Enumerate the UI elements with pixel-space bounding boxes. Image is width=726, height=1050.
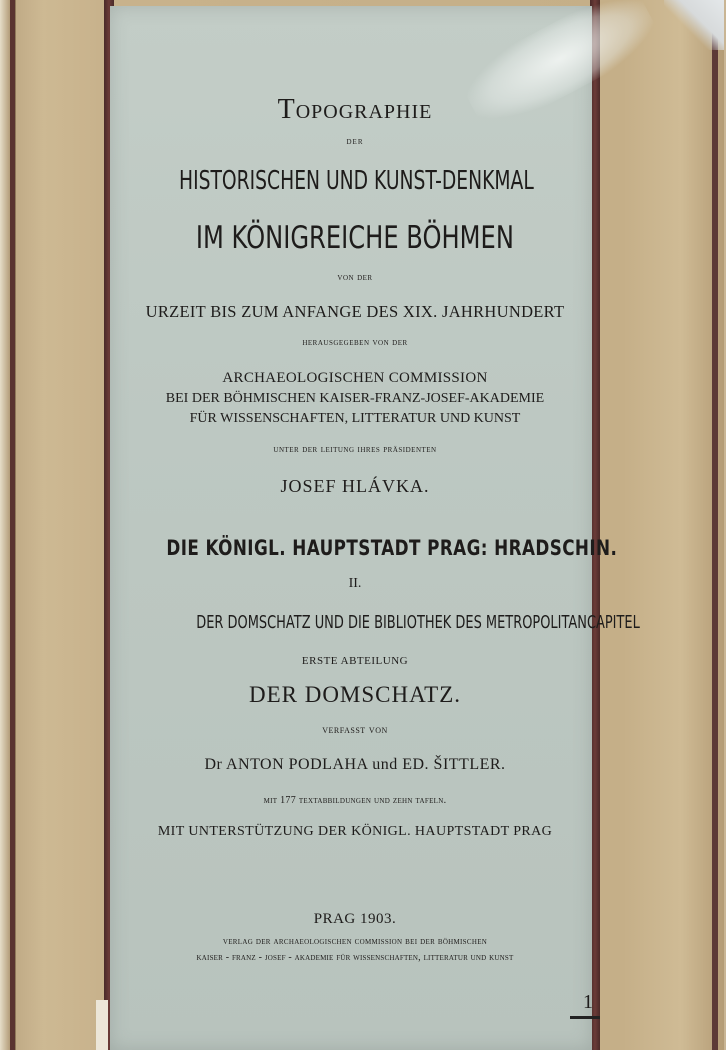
part-number: II.	[348, 576, 362, 591]
folio-rule	[570, 1016, 600, 1019]
commission-line-2: BEI DER BÖHMISCHEN KAISER-FRANZ-JOSEF-AKADEMIE	[165, 391, 545, 406]
worn-corner	[664, 0, 724, 50]
von-der-text: von der	[337, 272, 373, 283]
part-title: DER DOMSCHATZ UND DIE BIBLIOTHEK DES METROPOLITANCAPITEL	[196, 612, 640, 633]
folio-number: 1	[583, 991, 593, 1013]
leitung-text: unter der leitung ihres präsidenten	[273, 444, 437, 455]
commission-line-3: FÜR WISSENSCHAFTEN, LITTERATUR UND KUNST	[189, 411, 521, 426]
left-binding-strip	[10, 0, 15, 1050]
place-year: PRAG 1903.	[313, 911, 397, 927]
right-binding-strip	[712, 0, 718, 1050]
torn-edge	[96, 1000, 108, 1050]
title-label	[110, 6, 640, 1050]
volume-title: DIE KÖNIGL. HAUPTSTADT PRAG: HRADSCHIN.	[166, 536, 618, 560]
president-name: JOSEF HLÁVKA.	[280, 476, 430, 496]
verfasst-text: verfasst von	[322, 724, 388, 736]
publisher-line-2: kaiser - franz - josef - akademie für wissenschaften, litteratur und kunst	[196, 952, 514, 963]
der-text: der	[346, 136, 364, 147]
publisher-line-1: verlag der archaeologischen commission bei der böhmischen	[222, 936, 488, 947]
title-line3: IM KÖNIGREICHE BÖHMEN	[195, 220, 515, 256]
commission-line-1: ARCHAEOLOGISCHEN COMMISSION	[222, 370, 488, 386]
period-text: URZEIT BIS ZUM ANFANGE DES XIX. JAHRHUNDERT	[145, 302, 565, 321]
abteilung-text: ERSTE ABTEILUNG	[301, 655, 409, 667]
title-line2: HISTORISCHEN UND KUNST-DENKMAL	[178, 166, 534, 196]
authors-text: Dr ANTON PODLAHA und ED. ŠITTLER.	[204, 756, 506, 773]
title-top: Topographie	[277, 94, 433, 125]
illustrations-text: mit 177 textabbildungen und zehn tafeln.	[263, 795, 447, 806]
section-title: DER DOMSCHATZ.	[248, 682, 462, 707]
herausgegeben-text: herausgegeben von der	[302, 337, 408, 348]
support-text: MIT UNTERSTÜTZUNG DER KÖNIGL. HAUPTSTADT PRAG	[157, 824, 553, 839]
